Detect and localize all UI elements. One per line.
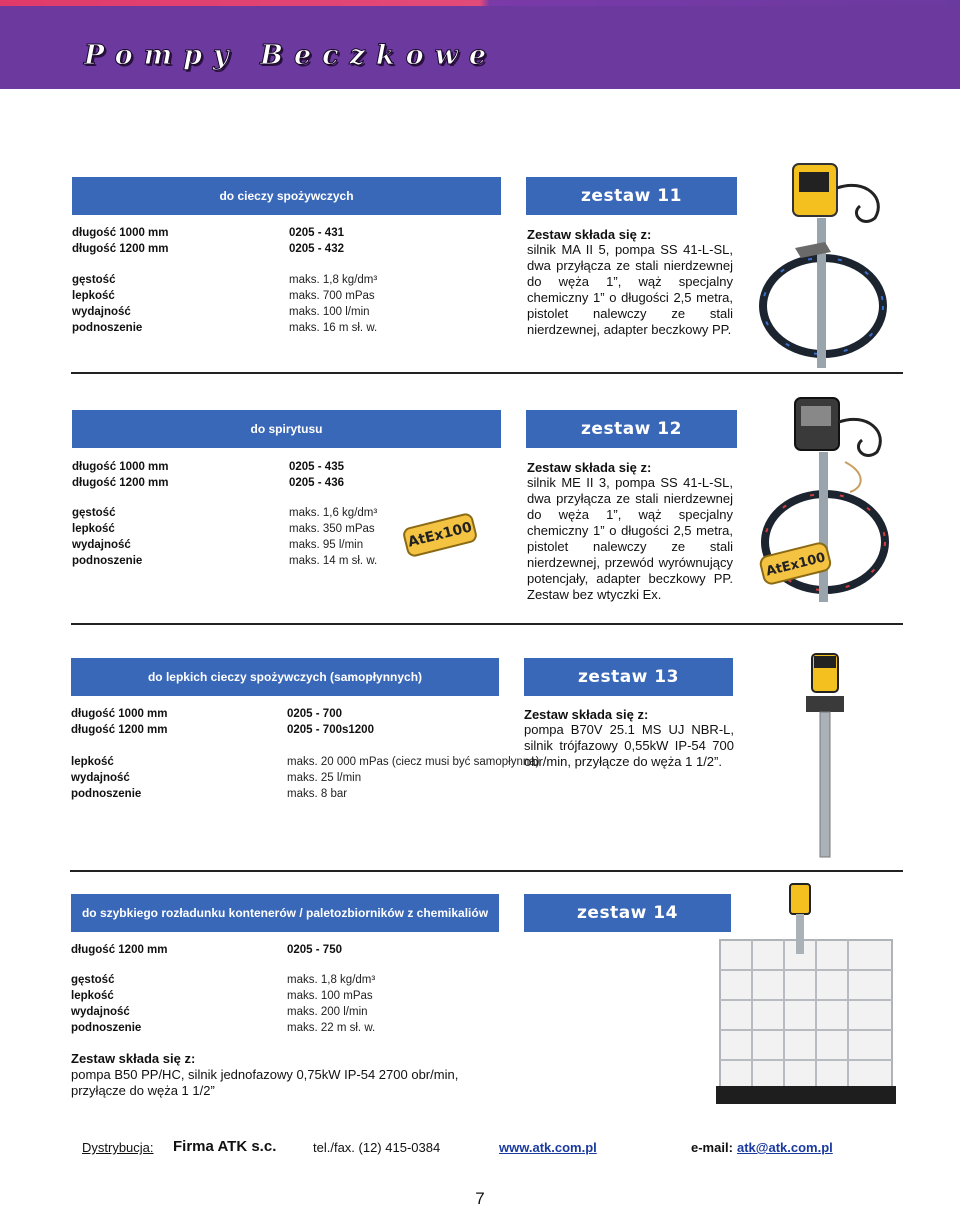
page-title: Pompy Beczkowe <box>84 40 498 71</box>
set-bar-11: zestaw 11 <box>526 177 737 215</box>
page-header <box>0 6 960 89</box>
pump-set-11-image <box>755 158 905 370</box>
section-divider <box>71 372 903 374</box>
category-bar-food: do cieczy spożywczych <box>72 177 501 215</box>
atex-badge: AtEx100 <box>401 512 478 559</box>
spec-label-head: podnoszenie <box>72 555 143 567</box>
spec-label-viscosity: lepkość <box>72 523 115 535</box>
spec-value: maks. 16 m sł. w. <box>289 322 378 334</box>
spec-label-head: podnoszenie <box>72 322 143 334</box>
spec-value: maks. 14 m sł. w. <box>289 555 378 567</box>
spec-value: maks. 200 l/min <box>287 1006 368 1018</box>
footer-email-label: e-mail: <box>691 1140 733 1155</box>
spec-value: maks. 20 000 mPas (ciecz musi być samopłynna) <box>287 756 540 768</box>
code-value: 0205 - 700s1200 <box>287 724 374 736</box>
pump-set-12-image <box>755 392 905 607</box>
spec-label-viscosity: lepkość <box>71 990 114 1002</box>
spec-label-length-1000: długość 1000 mm <box>71 708 168 720</box>
footer-website-link[interactable]: www.atk.com.pl <box>499 1140 597 1155</box>
footer-phone: tel./fax. (12) 415-0384 <box>313 1140 441 1155</box>
set-description: silnik MA II 5, pompa SS 41-L-SL, dwa przyłącza ze stali nierdzewnej do węża 1”, wąż specjalny chemiczny 1” o długości 2,5 metra, pistolet nalewczy ze stali nierdzewnej, adapter beczkowy PP. <box>527 242 733 337</box>
footer-company-name: Firma ATK s.c. <box>173 1138 277 1155</box>
spec-label-capacity: wydajność <box>72 306 131 318</box>
set-description: pompa B50 PP/HC, silnik jednofazowy 0,75kW IP-54 2700 obr/min, przyłącze do węża 1 1/2” <box>71 1067 459 1098</box>
spec-label-capacity: wydajność <box>71 1006 130 1018</box>
spec-value: maks. 22 m sł. w. <box>287 1022 376 1034</box>
spec-value: maks. 350 mPas <box>289 523 375 535</box>
set-heading: Zestaw składa się z: <box>527 460 652 475</box>
set-bar-13: zestaw 13 <box>524 658 733 696</box>
spec-label-head: podnoszenie <box>71 1022 142 1034</box>
code-value: 0205 - 432 <box>289 243 344 255</box>
spec-label-density: gęstość <box>72 274 116 286</box>
category-bar-containers: do szybkiego rozładunku kontenerów / paletozbiorników z chemikaliów <box>71 894 499 932</box>
pump-set-13-image <box>800 652 850 862</box>
spec-value: maks. 8 bar <box>287 788 348 800</box>
set-heading: Zestaw składa się z: <box>524 707 649 722</box>
spec-value: maks. 100 l/min <box>289 306 370 318</box>
spec-label-length-1200: długość 1200 mm <box>71 944 168 956</box>
spec-value: maks. 1,8 kg/dm³ <box>287 974 376 986</box>
spec-label-length-1200: długość 1200 mm <box>71 724 168 736</box>
code-value: 0205 - 750 <box>287 944 342 956</box>
set-heading: Zestaw składa się z: <box>71 1051 196 1066</box>
spec-label-density: gęstość <box>72 507 116 519</box>
pump-set-14-image <box>712 880 898 1108</box>
section-divider <box>71 623 903 625</box>
spec-label-length-1000: długość 1000 mm <box>72 227 169 239</box>
spec-label-viscosity: lepkość <box>71 756 114 768</box>
category-bar-viscous: do lepkich cieczy spożywczych (samopłynnych) <box>71 658 499 696</box>
spec-value: maks. 100 mPas <box>287 990 373 1002</box>
code-value: 0205 - 435 <box>289 461 344 473</box>
code-value: 0205 - 700 <box>287 708 342 720</box>
set-heading: Zestaw składa się z: <box>527 227 652 242</box>
set-bar-12: zestaw 12 <box>526 410 737 448</box>
spec-label-length-1200: długość 1200 mm <box>72 477 169 489</box>
code-value: 0205 - 431 <box>289 227 344 239</box>
spec-label-density: gęstość <box>71 974 115 986</box>
footer-email-link[interactable]: atk@atk.com.pl <box>737 1140 833 1155</box>
spec-label-capacity: wydajność <box>72 539 131 551</box>
spec-label-capacity: wydajność <box>71 772 130 784</box>
spec-label-viscosity: lepkość <box>72 290 115 302</box>
spec-value: maks. 700 mPas <box>289 290 375 302</box>
atex-badge-label: AtEx100 <box>764 550 828 580</box>
section-divider <box>70 870 903 872</box>
page-number: 7 <box>475 1189 485 1208</box>
spec-value: maks. 1,8 kg/dm³ <box>289 274 378 286</box>
set-description: pompa B70V 25.1 MS UJ NBR-L, silnik trójfazowy 0,55kW IP-54 700 obr/min, przyłącze do węża 1 1/2”. <box>524 722 734 769</box>
code-value: 0205 - 436 <box>289 477 344 489</box>
footer-distribution-label: Dystrybucja: <box>82 1140 154 1155</box>
spec-value: maks. 25 l/min <box>287 772 362 784</box>
category-bar-spirits: do spirytusu <box>72 410 501 448</box>
spec-value: maks. 95 l/min <box>289 539 364 551</box>
spec-label-head: podnoszenie <box>71 788 142 800</box>
spec-label-length-1000: długość 1000 mm <box>72 461 169 473</box>
set-bar-14: zestaw 14 <box>524 894 731 932</box>
page-footer <box>0 1140 960 1160</box>
spec-label-length-1200: długość 1200 mm <box>72 243 169 255</box>
spec-value: maks. 1,6 kg/dm³ <box>289 507 378 519</box>
set-description: silnik ME II 3, pompa SS 41-L-SL, dwa przyłącza ze stali nierdzewnej do węża 1”, wąż specjalny chemiczny 1” o długości 2,5 metra, pistolet nalewczy ze stali nierdzewnej, przewód wyrównujący potencjały, adapter beczkowy PP. Zestaw bez wtyczki Ex. <box>527 475 733 602</box>
